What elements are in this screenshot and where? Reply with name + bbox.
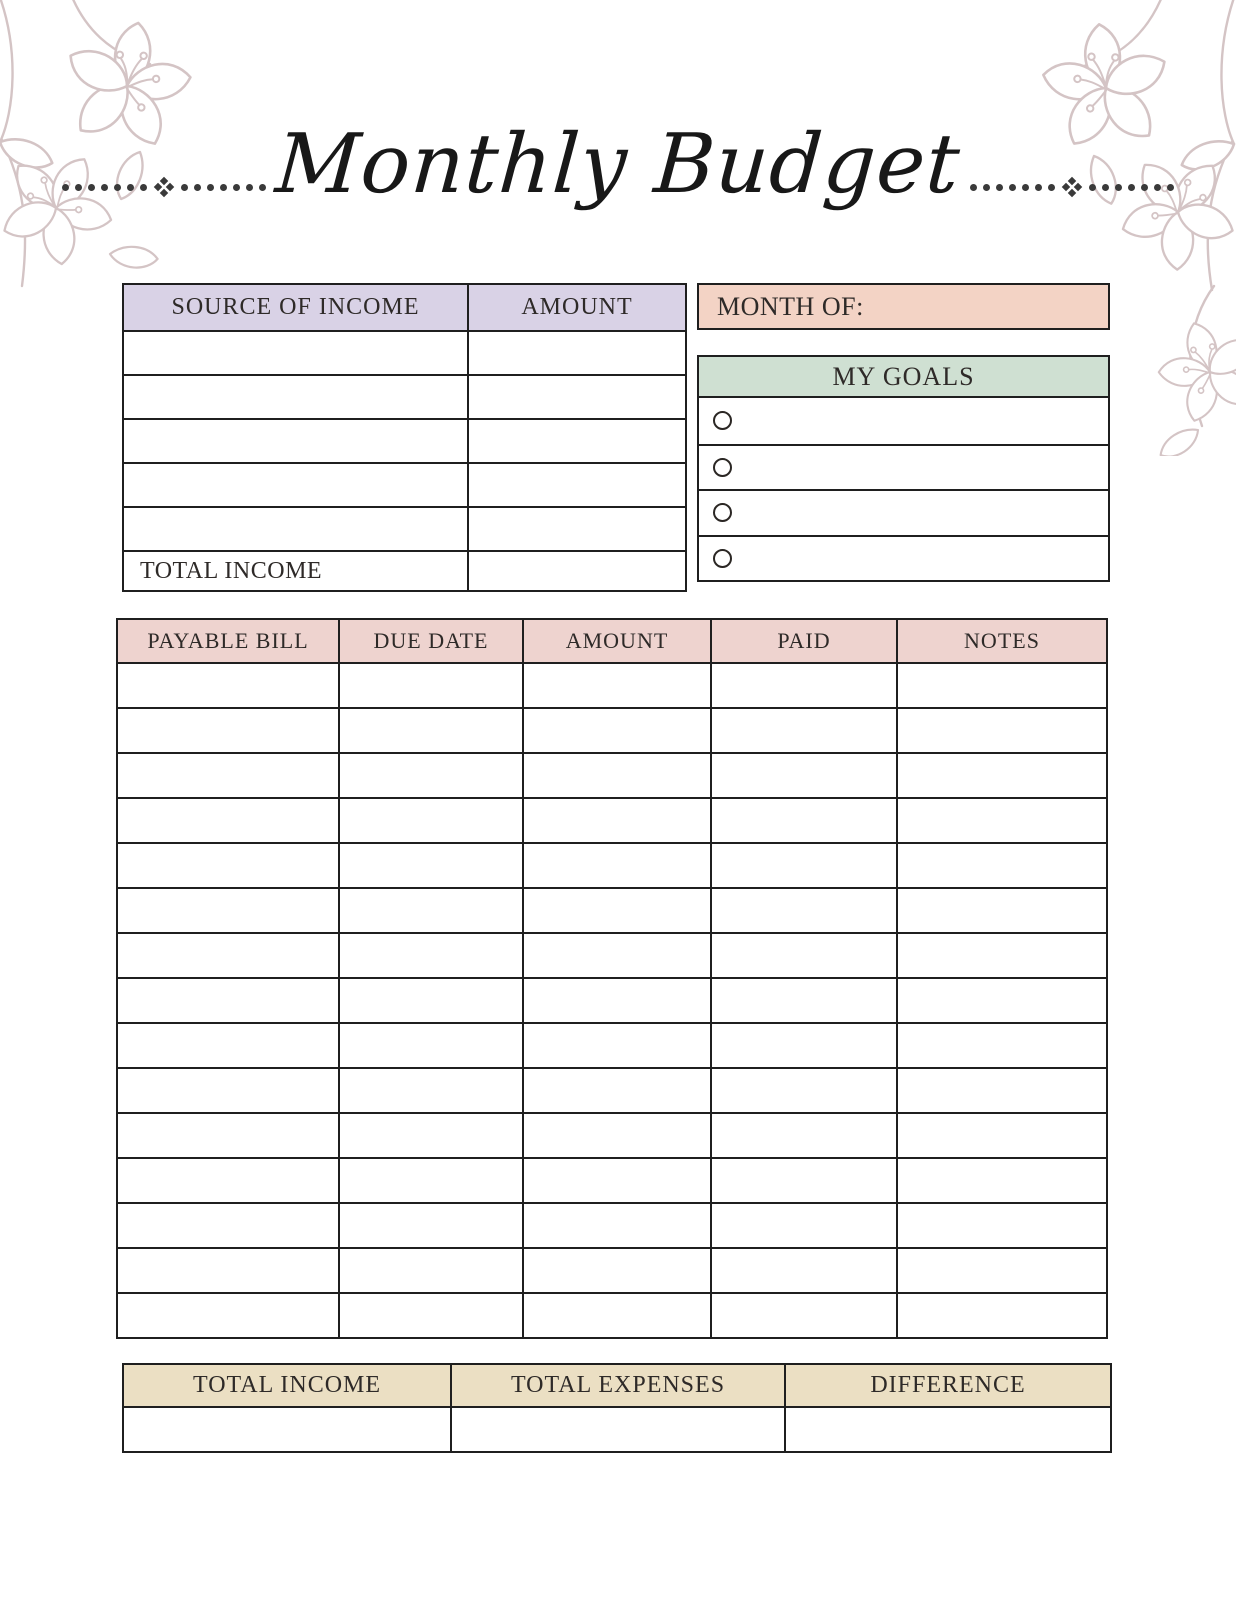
bill-notes-cell[interactable] bbox=[897, 798, 1107, 843]
page-header bbox=[0, 112, 1236, 219]
dot-icon bbox=[983, 184, 990, 191]
income-row bbox=[123, 507, 686, 551]
bill-paid-cell[interactable] bbox=[711, 1203, 897, 1248]
bills-header-amount: AMOUNT bbox=[523, 619, 711, 663]
diamond-cluster-icon bbox=[155, 178, 173, 196]
bills-header-payable-bill: PAYABLE BILL bbox=[117, 619, 339, 663]
bill-due-date-cell[interactable] bbox=[339, 753, 523, 798]
bill-notes-cell[interactable] bbox=[897, 843, 1107, 888]
bill-name-cell[interactable] bbox=[117, 708, 339, 753]
bill-due-date-cell[interactable] bbox=[339, 1203, 523, 1248]
bill-row bbox=[117, 978, 1107, 1023]
income-source-cell[interactable] bbox=[123, 419, 468, 463]
dot-icon bbox=[220, 184, 227, 191]
bill-due-date-cell[interactable] bbox=[339, 1248, 523, 1293]
bill-due-date-cell[interactable] bbox=[339, 708, 523, 753]
bill-notes-cell[interactable] bbox=[897, 978, 1107, 1023]
bill-name-cell[interactable] bbox=[117, 978, 339, 1023]
bill-due-date-cell[interactable] bbox=[339, 978, 523, 1023]
month-of-fill-in[interactable] bbox=[864, 285, 1108, 328]
bill-amount-cell[interactable] bbox=[523, 843, 711, 888]
income-total-row bbox=[123, 551, 686, 591]
bills-table bbox=[116, 618, 1108, 1339]
bill-paid-cell[interactable] bbox=[711, 978, 897, 1023]
bills-header-due-date: DUE DATE bbox=[339, 619, 523, 663]
bill-paid-cell[interactable] bbox=[711, 933, 897, 978]
bill-name-cell[interactable] bbox=[117, 933, 339, 978]
bill-amount-cell[interactable] bbox=[523, 1293, 711, 1338]
income-row bbox=[123, 375, 686, 419]
bill-paid-cell[interactable] bbox=[711, 708, 897, 753]
bill-notes-cell[interactable] bbox=[897, 663, 1107, 708]
dot-icon bbox=[1128, 184, 1135, 191]
dot-icon bbox=[1102, 184, 1109, 191]
dot-icon bbox=[1089, 184, 1096, 191]
bill-name-cell[interactable] bbox=[117, 798, 339, 843]
bill-amount-cell[interactable] bbox=[523, 708, 711, 753]
income-total-amount-cell[interactable] bbox=[468, 551, 686, 591]
bill-amount-cell[interactable] bbox=[523, 1158, 711, 1203]
dot-icon bbox=[194, 184, 201, 191]
summary-header-difference: DIFFERENCE bbox=[785, 1364, 1111, 1407]
bill-paid-cell[interactable] bbox=[711, 888, 897, 933]
income-source-cell[interactable] bbox=[123, 463, 468, 507]
bill-paid-cell[interactable] bbox=[711, 1293, 897, 1338]
dot-icon bbox=[62, 184, 69, 191]
diamond-cluster-icon bbox=[1063, 178, 1081, 196]
bill-due-date-cell[interactable] bbox=[339, 1068, 523, 1113]
income-amount-cell[interactable] bbox=[468, 331, 686, 375]
bill-name-cell[interactable] bbox=[117, 1023, 339, 1068]
bill-amount-cell[interactable] bbox=[523, 1248, 711, 1293]
summary-total-income-cell[interactable] bbox=[123, 1407, 451, 1452]
bill-name-cell[interactable] bbox=[117, 843, 339, 888]
goal-circle-icon bbox=[713, 503, 732, 522]
bill-notes-cell[interactable] bbox=[897, 708, 1107, 753]
dot-icon bbox=[207, 184, 214, 191]
bill-paid-cell[interactable] bbox=[711, 1068, 897, 1113]
bill-notes-cell[interactable] bbox=[897, 1293, 1107, 1338]
dot-icon bbox=[996, 184, 1003, 191]
dot-icon bbox=[114, 184, 121, 191]
bill-name-cell[interactable] bbox=[117, 888, 339, 933]
bill-row bbox=[117, 753, 1107, 798]
dot-icon bbox=[127, 184, 134, 191]
dot-icon bbox=[1154, 184, 1161, 191]
bill-paid-cell[interactable] bbox=[711, 798, 897, 843]
summary-table bbox=[122, 1363, 1112, 1453]
bill-name-cell[interactable] bbox=[117, 1203, 339, 1248]
bill-paid-cell[interactable] bbox=[711, 1158, 897, 1203]
bill-amount-cell[interactable] bbox=[523, 663, 711, 708]
bill-row bbox=[117, 798, 1107, 843]
month-of-box bbox=[697, 283, 1110, 330]
dot-icon bbox=[101, 184, 108, 191]
dot-row bbox=[970, 184, 1055, 191]
bill-due-date-cell[interactable] bbox=[339, 888, 523, 933]
income-row bbox=[123, 331, 686, 375]
page-title: Monthly Budget bbox=[272, 117, 964, 212]
bill-due-date-cell[interactable] bbox=[339, 933, 523, 978]
bill-notes-cell[interactable] bbox=[897, 1203, 1107, 1248]
bill-name-cell[interactable] bbox=[117, 1158, 339, 1203]
goal-circle-icon bbox=[713, 411, 732, 430]
dotted-ornament-right bbox=[970, 178, 1174, 196]
bill-row bbox=[117, 1068, 1107, 1113]
bill-row bbox=[117, 1158, 1107, 1203]
bill-amount-cell[interactable] bbox=[523, 1203, 711, 1248]
summary-header-total-income: TOTAL INCOME bbox=[123, 1364, 451, 1407]
bill-due-date-cell[interactable] bbox=[339, 1158, 523, 1203]
bill-row bbox=[117, 933, 1107, 978]
dot-icon bbox=[88, 184, 95, 191]
bill-amount-cell[interactable] bbox=[523, 798, 711, 843]
income-header-row bbox=[123, 284, 686, 331]
goals-panel bbox=[697, 355, 1110, 582]
bill-paid-cell[interactable] bbox=[711, 843, 897, 888]
goal-circle-icon bbox=[713, 458, 732, 477]
bill-amount-cell[interactable] bbox=[523, 888, 711, 933]
bill-amount-cell[interactable] bbox=[523, 1068, 711, 1113]
bill-due-date-cell[interactable] bbox=[339, 663, 523, 708]
bill-name-cell[interactable] bbox=[117, 1068, 339, 1113]
bill-notes-cell[interactable] bbox=[897, 753, 1107, 798]
bill-name-cell[interactable] bbox=[117, 663, 339, 708]
bill-paid-cell[interactable] bbox=[711, 663, 897, 708]
bill-row bbox=[117, 1203, 1107, 1248]
dot-icon bbox=[259, 184, 266, 191]
dot-icon bbox=[75, 184, 82, 191]
dot-icon bbox=[1048, 184, 1055, 191]
income-source-cell[interactable] bbox=[123, 507, 468, 551]
dot-row bbox=[62, 184, 147, 191]
dot-icon bbox=[1009, 184, 1016, 191]
bill-notes-cell[interactable] bbox=[897, 1158, 1107, 1203]
income-source-cell[interactable] bbox=[123, 375, 468, 419]
bill-paid-cell[interactable] bbox=[711, 1023, 897, 1068]
dot-icon bbox=[1035, 184, 1042, 191]
summary-total-expenses-cell[interactable] bbox=[451, 1407, 785, 1452]
bill-notes-cell[interactable] bbox=[897, 1023, 1107, 1068]
bill-due-date-cell[interactable] bbox=[339, 1293, 523, 1338]
bill-notes-cell[interactable] bbox=[897, 1248, 1107, 1293]
bill-due-date-cell[interactable] bbox=[339, 1113, 523, 1158]
summary-header-total-expenses: TOTAL EXPENSES bbox=[451, 1364, 785, 1407]
dot-icon bbox=[233, 184, 240, 191]
bill-amount-cell[interactable] bbox=[523, 1113, 711, 1158]
goals-title: MY GOALS bbox=[699, 357, 1108, 398]
bill-due-date-cell[interactable] bbox=[339, 798, 523, 843]
bill-name-cell[interactable] bbox=[117, 1293, 339, 1338]
bill-row bbox=[117, 1293, 1107, 1338]
goal-row[interactable] bbox=[699, 444, 1108, 490]
bill-amount-cell[interactable] bbox=[523, 933, 711, 978]
bill-row bbox=[117, 663, 1107, 708]
bill-amount-cell[interactable] bbox=[523, 753, 711, 798]
summary-difference-cell[interactable] bbox=[785, 1407, 1111, 1452]
dot-icon bbox=[1141, 184, 1148, 191]
goal-circle-icon bbox=[713, 549, 732, 568]
bill-row bbox=[117, 843, 1107, 888]
income-total-label: TOTAL INCOME bbox=[123, 551, 468, 591]
dotted-ornament-left bbox=[62, 178, 266, 196]
bill-notes-cell[interactable] bbox=[897, 1068, 1107, 1113]
dot-row bbox=[1089, 184, 1174, 191]
goal-row[interactable] bbox=[699, 398, 1108, 444]
income-row bbox=[123, 463, 686, 507]
bills-header-row bbox=[117, 619, 1107, 663]
bill-notes-cell[interactable] bbox=[897, 933, 1107, 978]
bill-due-date-cell[interactable] bbox=[339, 1023, 523, 1068]
bill-paid-cell[interactable] bbox=[711, 753, 897, 798]
goal-row[interactable] bbox=[699, 489, 1108, 535]
summary-header-row bbox=[123, 1364, 1111, 1407]
month-of-label: MONTH OF: bbox=[717, 291, 864, 321]
dot-icon bbox=[140, 184, 147, 191]
bill-row bbox=[117, 708, 1107, 753]
income-amount-cell[interactable] bbox=[468, 419, 686, 463]
bill-due-date-cell[interactable] bbox=[339, 843, 523, 888]
bill-amount-cell[interactable] bbox=[523, 1023, 711, 1068]
bill-paid-cell[interactable] bbox=[711, 1113, 897, 1158]
income-row bbox=[123, 419, 686, 463]
income-header-source: SOURCE OF INCOME bbox=[123, 284, 468, 331]
bill-name-cell[interactable] bbox=[117, 1248, 339, 1293]
bill-name-cell[interactable] bbox=[117, 1113, 339, 1158]
dot-icon bbox=[1022, 184, 1029, 191]
income-header-amount: AMOUNT bbox=[468, 284, 686, 331]
bill-row bbox=[117, 1113, 1107, 1158]
dot-row bbox=[181, 184, 266, 191]
goal-row[interactable] bbox=[699, 535, 1108, 581]
income-amount-cell[interactable] bbox=[468, 463, 686, 507]
bill-row bbox=[117, 1248, 1107, 1293]
bill-row bbox=[117, 888, 1107, 933]
dot-icon bbox=[1115, 184, 1122, 191]
income-amount-cell[interactable] bbox=[468, 375, 686, 419]
income-source-cell[interactable] bbox=[123, 331, 468, 375]
dot-icon bbox=[970, 184, 977, 191]
income-amount-cell[interactable] bbox=[468, 507, 686, 551]
bills-header-notes: NOTES bbox=[897, 619, 1107, 663]
goals-rows bbox=[699, 398, 1108, 580]
bill-amount-cell[interactable] bbox=[523, 978, 711, 1023]
bill-paid-cell[interactable] bbox=[711, 1248, 897, 1293]
income-table bbox=[122, 283, 687, 592]
bills-header-paid: PAID bbox=[711, 619, 897, 663]
bill-row bbox=[117, 1023, 1107, 1068]
dot-icon bbox=[181, 184, 188, 191]
dot-icon bbox=[246, 184, 253, 191]
dot-icon bbox=[1167, 184, 1174, 191]
summary-row bbox=[123, 1407, 1111, 1452]
bill-notes-cell[interactable] bbox=[897, 1113, 1107, 1158]
bill-name-cell[interactable] bbox=[117, 753, 339, 798]
bill-notes-cell[interactable] bbox=[897, 888, 1107, 933]
